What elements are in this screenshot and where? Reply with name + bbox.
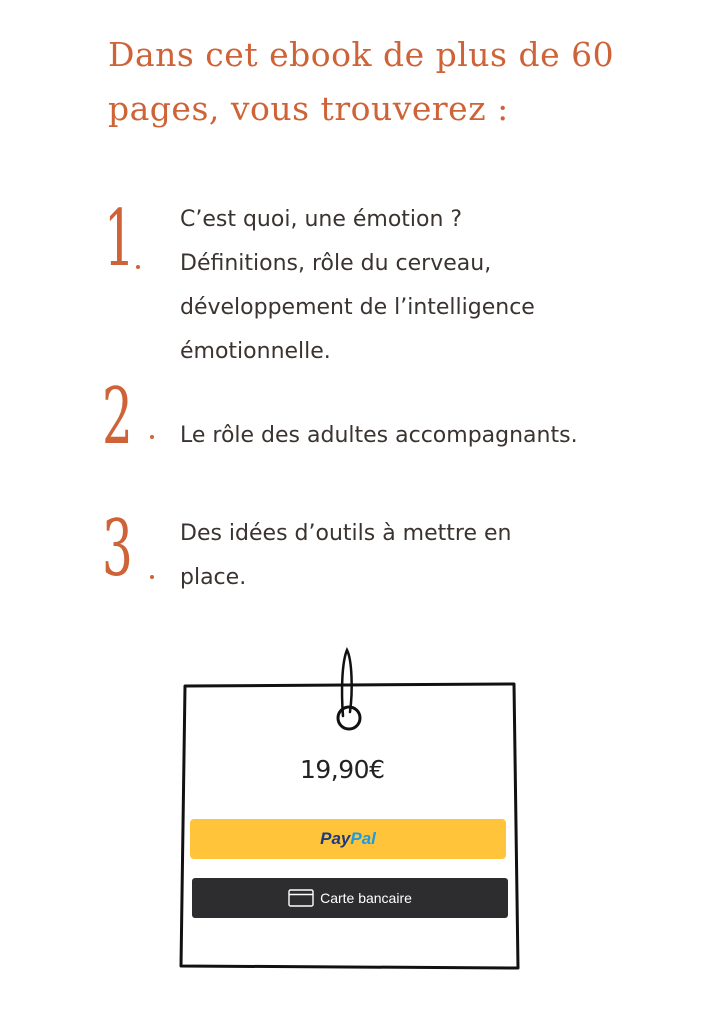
card-payment-button[interactable] xyxy=(192,878,508,918)
price-label: 19,90€ xyxy=(300,755,385,784)
headline-line-2: pages, vous trouverez : xyxy=(108,89,509,128)
item-number-2: 2 xyxy=(102,372,133,462)
item-1-line-3: développement de l’intelligence xyxy=(180,295,535,320)
credit-card-icon xyxy=(288,889,314,907)
item-1-line-2: Définitions, rôle du cerveau, xyxy=(180,251,492,276)
card-button-label: Carte bancaire xyxy=(320,890,412,906)
item-number-1: 1 xyxy=(104,194,135,284)
item-3-line-1: Des idées d’outils à mettre en xyxy=(180,521,512,546)
item-1-line-1: C’est quoi, une émotion ? xyxy=(180,207,463,232)
paypal-logo: PayPal xyxy=(320,829,376,848)
item-3-line-2: place. xyxy=(180,565,247,590)
item-1-line-4: émotionnelle. xyxy=(180,339,331,364)
headline-line-1: Dans cet ebook de plus de 60 xyxy=(108,35,615,74)
item-2-line-1: Le rôle des adultes accompagnants. xyxy=(180,423,578,448)
paypal-button[interactable] xyxy=(190,819,506,859)
item-number-3: 3 xyxy=(102,504,133,594)
